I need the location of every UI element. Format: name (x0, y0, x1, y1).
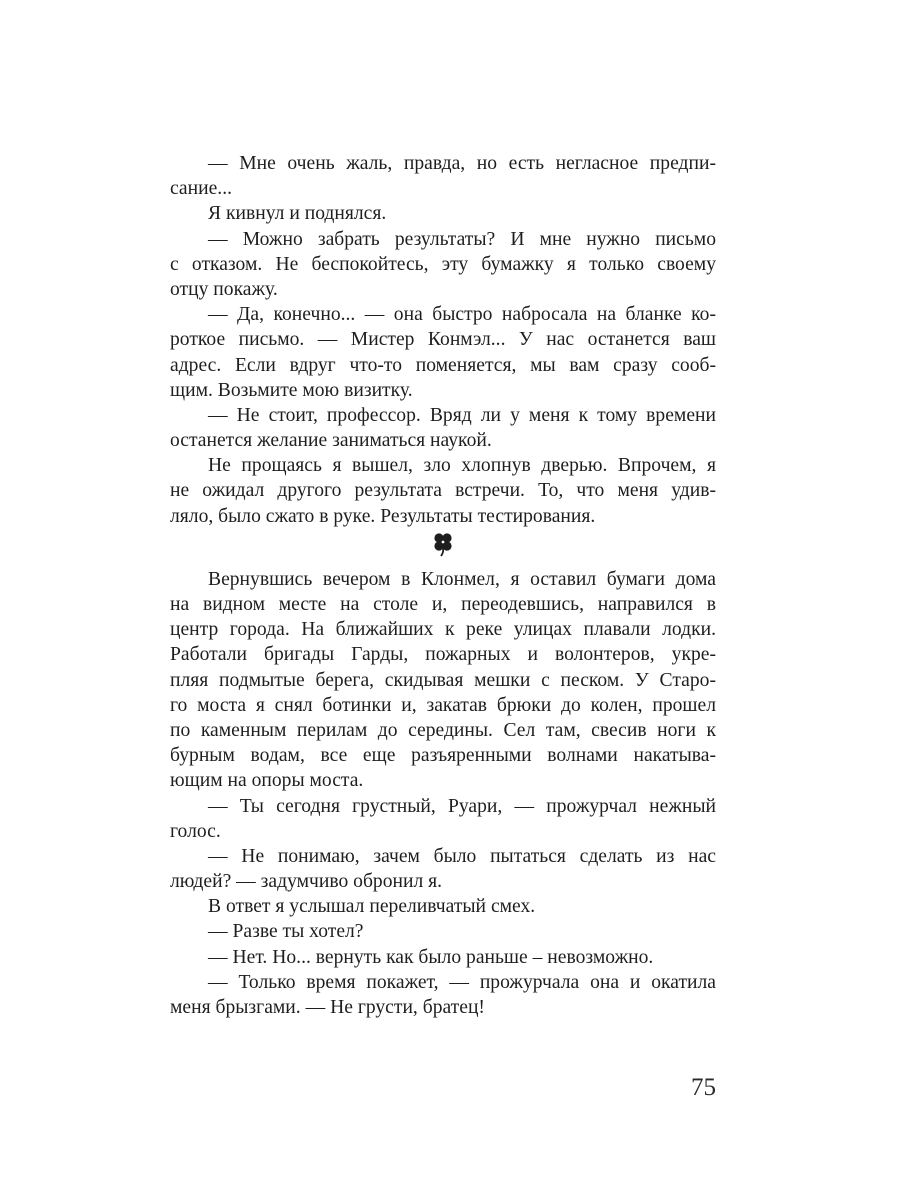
text-line: Работали бригады Гарды, пожарных и волонтеров, укре- (170, 644, 716, 666)
text-line: голос. (170, 820, 221, 842)
text-line: го моста я снял ботинки и, закатав брюки до колен, прошел (170, 694, 716, 716)
paragraph (170, 227, 716, 303)
page-number: 75 (691, 1074, 716, 1101)
text-line: — Только время покажет, — прожурчала она и окатила (208, 971, 716, 993)
paragraph (170, 970, 716, 1020)
text-line: ющим на опоры моста. (170, 770, 364, 792)
text-line: бурным водам, все еще разъяренными волнами накатыва- (170, 745, 716, 767)
text-line: Я кивнул и поднялся. (208, 203, 387, 225)
text-line: отцу покажу. (170, 278, 278, 300)
text-line: по каменным перилам до середины. Сел там, свесив ноги к (170, 719, 716, 741)
text-line: — Да, конечно... — она быстро набросала на бланке ко- (208, 304, 716, 326)
paragraph (170, 403, 716, 453)
text-line: Не прощаясь я вышел, зло хлопнув дверью. Впрочем, я (208, 455, 716, 477)
four-leaf-clover-icon (430, 531, 456, 557)
text-line: — Не стоит, профессор. Вряд ли у меня к тому времени (208, 404, 716, 426)
text-line: роткое письмо. — Мистер Конмэл... У нас останется ваш (170, 329, 716, 351)
text-line: ляло, было сжато в руке. Результаты тестирования. (170, 505, 596, 527)
text-line: — Не понимаю, зачем было пытаться сделать из нас (208, 845, 716, 867)
text-line: В ответ я услышал переливчатый смех. (208, 896, 536, 918)
paragraph (170, 844, 716, 894)
paragraph (170, 919, 716, 944)
text-line: сание... (170, 178, 232, 200)
paragraph (170, 302, 716, 403)
text-line: людей? — задумчиво обронил я. (170, 871, 443, 893)
text-line: щим. Возьмите мою визитку. (170, 379, 413, 401)
paragraph (170, 794, 716, 844)
text-line: Вернувшись вечером в Клонмел, я оставил бумаги дома (208, 568, 716, 590)
paragraph (170, 894, 716, 919)
text-line: адрес. Если вдруг что-то поменяется, мы вам сразу сооб- (170, 354, 716, 376)
text-line: — Ты сегодня грустный, Руари, — прожурчал нежный (208, 795, 716, 817)
text-line: останется желание заниматься наукой. (170, 430, 492, 452)
text-line: меня брызгами. — Не грусти, братец! (170, 997, 485, 1018)
text-line: — Можно забрать результаты? И мне нужно письмо (208, 228, 716, 250)
text-line: — Разве ты хотел? (208, 921, 364, 943)
section-after-break (170, 567, 716, 1020)
paragraph (170, 453, 716, 529)
paragraph (170, 151, 716, 201)
text-line: — Мне очень жаль, правда, но есть негласное предпи- (208, 153, 716, 174)
text-line: не ожидал другого результата встречи. То, что меня удив- (170, 480, 716, 502)
paragraph (170, 201, 716, 226)
text-line: пляя подмытые берега, скидывая мешки с песком. У Старо- (170, 669, 716, 691)
text-line: с отказом. Не беспокойтесь, эту бумажку я только своему (170, 253, 716, 275)
section-separator (170, 525, 716, 563)
text-line: на видном месте на столе и, переодевшись, направился в (170, 594, 716, 615)
page-body (170, 151, 716, 1020)
text-line: — Нет. Но... вернуть как было раньше – невозможно. (208, 946, 654, 968)
paragraph (170, 945, 716, 970)
text-line: центр города. На ближайших к реке улицах плавали лодки. (170, 619, 716, 641)
paragraph (170, 567, 716, 794)
section-before-break (170, 151, 716, 529)
